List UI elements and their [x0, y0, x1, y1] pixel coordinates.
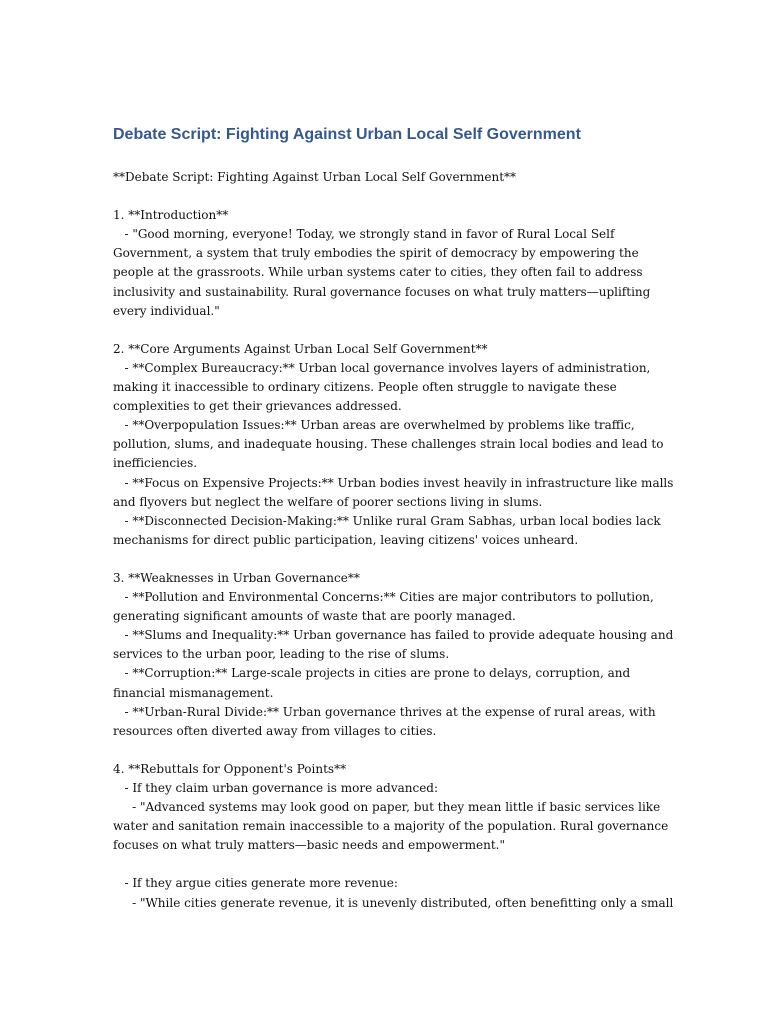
- blank-line: [113, 187, 658, 206]
- body-line: - **Focus on Expensive Projects:** Urban bodies invest heavily in infrastructure like malls: [113, 475, 674, 490]
- body-line: - **Slums and Inequality:** Urban governance has failed to provide adequate housing and: [113, 628, 674, 643]
- body-line: resources often diverted away from villages to cities.: [113, 723, 437, 738]
- body-line: mechanisms for direct public participation, leaving citizens' voices unheard.: [113, 532, 579, 547]
- body-line: inclusivity and sustainability. Rural governance focuses on what truly matters—uplifting: [113, 284, 651, 299]
- body-line: people at the grassroots. While urban systems cater to cities, they often fail to address: [113, 265, 643, 280]
- body-line: focuses on what truly matters—basic needs and empowerment.": [113, 838, 505, 853]
- body-line: inefficiencies.: [113, 456, 198, 471]
- body-line: water and sanitation remain inaccessible to a majority of the population. Rural governance: [113, 819, 669, 834]
- body-line: 3. **Weaknesses in Urban Governance**: [113, 570, 360, 585]
- body-line: 1. **Introduction**: [113, 208, 229, 223]
- body-line: - **Complex Bureaucracy:** Urban local governance involves layers of administration,: [113, 360, 651, 375]
- body-line: 2. **Core Arguments Against Urban Local Self Government**: [113, 341, 488, 356]
- document-title: Debate Script: Fighting Against Urban Local Self Government: [113, 126, 581, 143]
- body-line: - **Overpopulation Issues:** Urban areas are overwhelmed by problems like traffic,: [113, 418, 635, 433]
- body-line: 4. **Rebuttals for Opponent's Points**: [113, 761, 347, 776]
- body-line: and flyovers but neglect the welfare of poorer sections living in slums.: [113, 494, 543, 509]
- body-line: - **Corruption:** Large-scale projects in cities are prone to delays, corruption, and: [113, 666, 631, 681]
- body-line: Government, a system that truly embodies the spirit of democracy by empowering the: [113, 246, 639, 261]
- body-line: every individual.": [113, 303, 220, 318]
- body-line: - "Good morning, everyone! Today, we strongly stand in favor of Rural Local Self: [113, 227, 615, 242]
- blank-line: [113, 321, 658, 340]
- body-line: - If they claim urban governance is more advanced:: [113, 781, 439, 795]
- body-line: - "Advanced systems may look good on paper, but they mean little if basic services like: [113, 800, 661, 815]
- body-line: pollution, slums, and inadequate housing. These challenges strain local bodies and lead to: [113, 437, 664, 452]
- body-line: services to the urban poor, leading to the rise of slums.: [113, 647, 450, 662]
- body-line: - **Urban-Rural Divide:** Urban governance thrives at the expense of rural areas, with: [113, 704, 656, 719]
- body-line: generating significant amounts of waste that are poorly managed.: [113, 609, 516, 624]
- blank-line: [113, 741, 658, 760]
- document-body: [113, 168, 674, 913]
- body-line: - "While cities generate revenue, it is unevenly distributed, often benefitting only a small: [113, 895, 674, 910]
- body-line: financial mismanagement.: [113, 685, 274, 700]
- blank-line: [113, 550, 658, 569]
- body-line: - **Pollution and Environmental Concerns:** Cities are major contributors to pollution,: [113, 590, 654, 605]
- body-line: **Debate Script: Fighting Against Urban Local Self Government**: [113, 170, 517, 184]
- body-line: - **Disconnected Decision-Making:** Unlike rural Gram Sabhas, urban local bodies lack: [113, 513, 661, 528]
- body-line: making it inaccessible to ordinary citizens. People often struggle to navigate these: [113, 380, 617, 395]
- body-line: - If they argue cities generate more revenue:: [113, 876, 398, 891]
- blank-line: [113, 855, 658, 874]
- body-line: complexities to get their grievances addressed.: [113, 399, 402, 414]
